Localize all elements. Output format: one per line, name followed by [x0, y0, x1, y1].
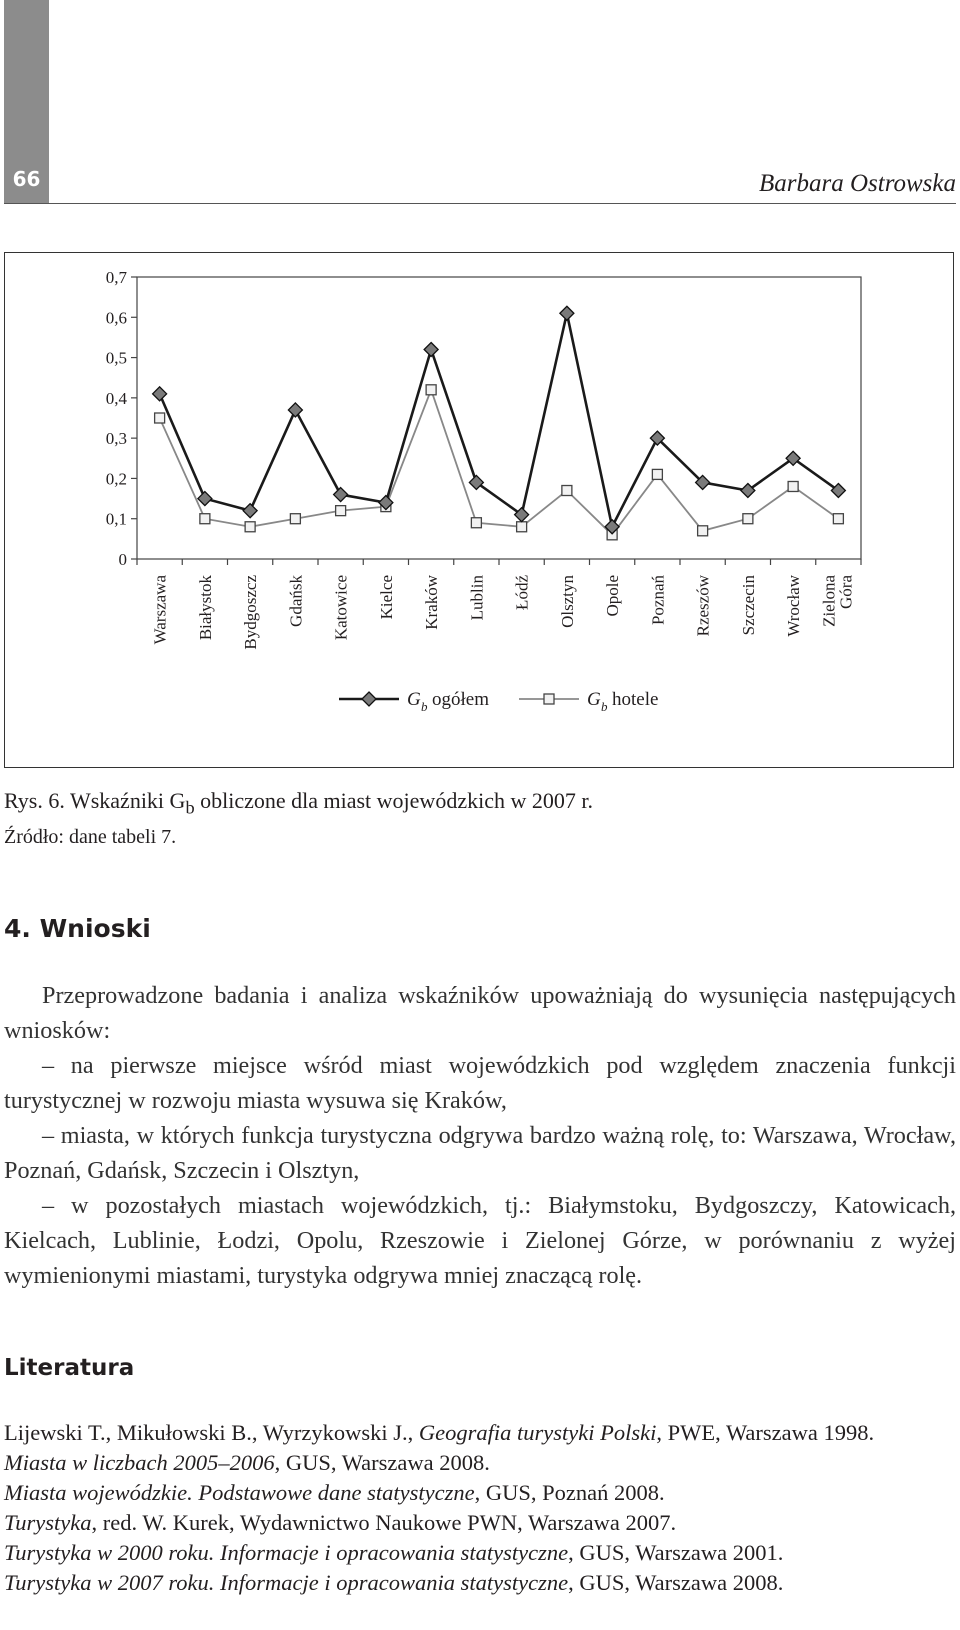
page-number: 66 — [12, 167, 41, 191]
x-tick-label: Katowice — [331, 575, 351, 641]
x-tick-label: Kraków — [422, 575, 442, 630]
caption-subscript: b — [185, 797, 195, 818]
page-number-tab — [4, 0, 49, 203]
figure-caption — [4, 788, 593, 818]
literature-title: Literatura — [4, 1355, 135, 1381]
reference-item — [4, 1418, 956, 1448]
y-tick-label: 0,5 — [105, 348, 127, 368]
data-point-hotele — [698, 526, 708, 536]
data-point-ogolem — [560, 306, 574, 320]
section-title: 4. Wnioski — [4, 914, 151, 943]
reference-title: Miasta w liczbach 2005–2006 — [4, 1450, 275, 1475]
data-point-hotele — [336, 506, 346, 516]
reference-list — [4, 1418, 956, 1598]
x-tick-label: Góra — [836, 575, 856, 609]
x-tick-label: Bydgoszcz — [241, 575, 261, 650]
reference-item — [4, 1538, 956, 1568]
reference-publisher: , GUS, Warszawa 2001. — [568, 1540, 784, 1565]
reference-title: Turystyka w 2000 roku. Informacje i opracowania statystyczne — [4, 1540, 569, 1565]
legend-marker-diamond — [362, 692, 376, 706]
data-point-ogolem — [334, 488, 348, 502]
x-tick-label: Kielce — [376, 575, 396, 620]
data-point-hotele — [788, 481, 798, 491]
data-point-ogolem — [424, 343, 438, 357]
x-tick-label: Wrocław — [784, 575, 804, 637]
figure-source: Źródło: dane tabeli 7. — [4, 826, 177, 848]
conclusion-item: – miasta, w których funkcja turystyczna odgrywa bardzo ważną rolę, to: Warszawa, Wrocław, Poznań, Gdańsk, Szczecin i Olsztyn, — [4, 1122, 956, 1184]
header-rule — [4, 203, 956, 204]
running-head-author: Barbara Ostrowska — [758, 170, 956, 197]
legend-label-hotele: hotele — [612, 689, 659, 710]
reference-title: Miasta wojewódzkie. Podstawowe dane statystyczne — [4, 1480, 475, 1505]
caption-label: Rys. 6. Wskaźniki G — [4, 788, 186, 813]
reference-title: Turystyka w 2007 roku. Informacje i opracowania statystyczne — [4, 1570, 569, 1595]
legend-label-ogolem: ogółem — [432, 689, 489, 710]
data-point-hotele — [200, 514, 210, 524]
x-tick-label: Gdańsk — [286, 575, 306, 627]
legend-subscript: b — [421, 699, 428, 714]
data-point-hotele — [471, 518, 481, 528]
series-line-hotele — [160, 390, 839, 535]
data-point-hotele — [562, 486, 572, 496]
conclusions-body — [4, 978, 956, 1293]
x-tick-label: Łódź — [512, 575, 532, 610]
x-tick-label: Lublin — [467, 575, 487, 621]
legend-marker-square — [544, 694, 554, 704]
conclusion-item: – na pierwsze miejsce wśród miast wojewódzkich pod względem znaczenia funkcji turystycznej w rozwoju miasta wysuwa się Kraków, — [4, 1052, 956, 1114]
reference-authors: Lijewski T., Mikułowski B., Wyrzykowski J., — [4, 1420, 419, 1445]
data-point-hotele — [833, 514, 843, 524]
reference-item — [4, 1568, 956, 1598]
data-point-hotele — [743, 514, 753, 524]
x-tick-label: Olsztyn — [557, 575, 577, 628]
conclusions-intro: Przeprowadzone badania i analiza wskaźników upoważniają do wysunięcia następujących wniosków: — [4, 982, 956, 1044]
x-tick-label: Szczecin — [738, 575, 758, 636]
figure-frame — [4, 252, 954, 768]
conclusion-item: – w pozostałych miastach wojewódzkich, tj.: Białymstoku, Bydgoszczy, Katowicach, Kielcach, Lublinie, Łodzi, Opolu, Rzeszowie i Zielonej Górze, w porównaniu z wyżej wymienionymi miastami, turystyka odgrywa mniej znaczącą rolę. — [4, 1192, 956, 1289]
reference-publisher: , GUS, Warszawa 2008. — [274, 1450, 490, 1475]
legend-symbol: G — [407, 689, 421, 710]
data-point-hotele — [652, 469, 662, 479]
y-tick-label: 0 — [118, 550, 127, 569]
data-point-hotele — [245, 522, 255, 532]
series-line-ogolem — [160, 313, 839, 527]
data-point-hotele — [290, 514, 300, 524]
reference-publisher: , GUS, Warszawa 2008. — [568, 1570, 784, 1595]
y-tick-label: 0,2 — [105, 469, 127, 489]
x-tick-label: Zielona — [819, 575, 839, 627]
reference-publisher: , PWE, Warszawa 1998. — [656, 1420, 875, 1445]
x-tick-label: Opole — [603, 575, 623, 617]
reference-item — [4, 1478, 956, 1508]
x-tick-label: Białystok — [195, 575, 215, 641]
y-tick-label: 0,6 — [105, 308, 127, 328]
reference-title: Geografia turystyki Polski — [418, 1420, 657, 1445]
data-point-ogolem — [288, 403, 302, 417]
x-tick-label: Rzeszów — [693, 575, 713, 637]
caption-rest: obliczone dla miast wojewódzkich w 2007 r. — [194, 788, 593, 813]
reference-item — [4, 1448, 956, 1478]
x-tick-label: Warszawa — [150, 575, 170, 645]
legend-symbol: G — [587, 689, 601, 710]
data-point-hotele — [155, 413, 165, 423]
line-chart — [5, 253, 955, 769]
y-tick-label: 0,3 — [105, 429, 127, 449]
y-tick-label: 0,1 — [105, 509, 127, 529]
reference-title: Turystyka — [4, 1510, 92, 1535]
y-tick-label: 0,4 — [105, 388, 127, 408]
data-point-hotele — [517, 522, 527, 532]
x-tick-label: Poznań — [648, 575, 668, 626]
reference-publisher: , red. W. Kurek, Wydawnictwo Naukowe PWN, Warszawa 2007. — [91, 1510, 677, 1535]
legend-subscript: b — [601, 699, 608, 714]
data-point-ogolem — [243, 504, 257, 518]
reference-publisher: , GUS, Poznań 2008. — [474, 1480, 665, 1505]
y-tick-label: 0,7 — [105, 268, 127, 287]
data-point-ogolem — [153, 387, 167, 401]
data-point-ogolem — [198, 492, 212, 506]
data-point-hotele — [426, 385, 436, 395]
reference-item — [4, 1508, 956, 1538]
